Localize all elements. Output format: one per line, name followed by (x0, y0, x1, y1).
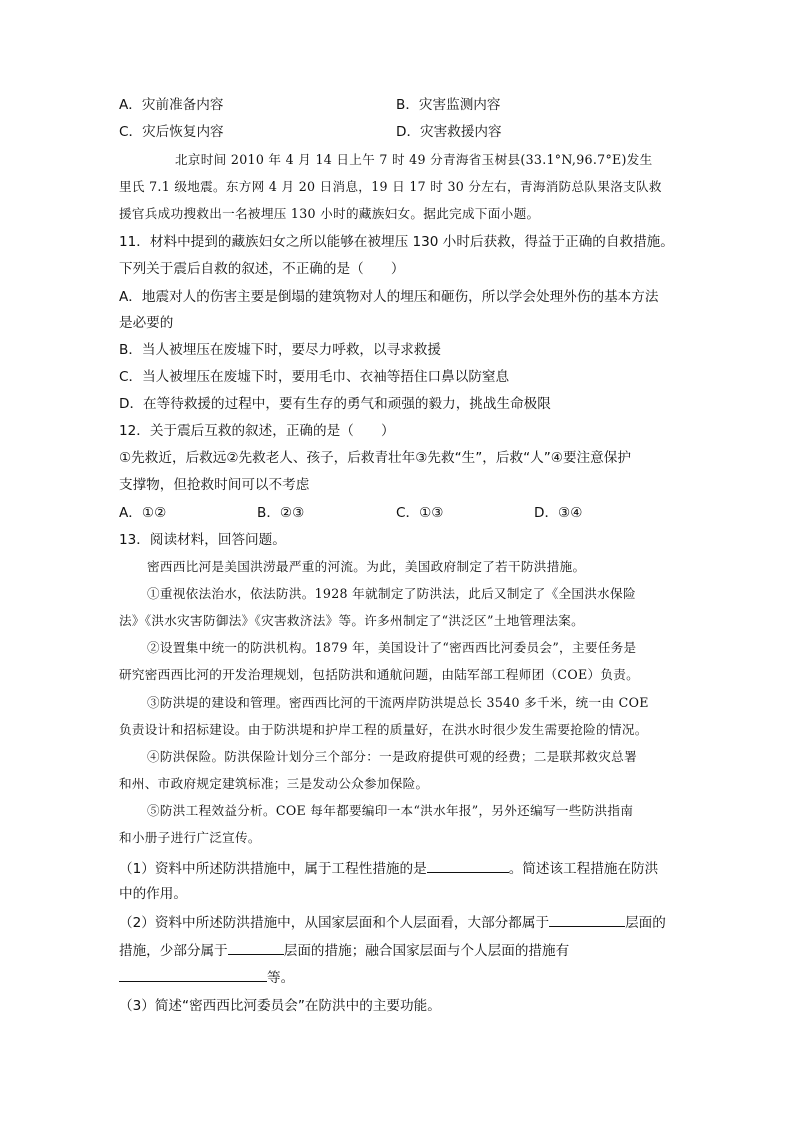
material-line: ⑤防洪工程效益分析。COE 每年都要编印一本“洪水年报”，另外还编写一些防洪指南 (147, 803, 634, 818)
answer-blank[interactable] (228, 940, 284, 955)
q13-part1-cont: 中的作用。 (119, 886, 187, 902)
passage-line: 援官兵成功搜救出一名被埋压 130 小时的藏族妇女。据此完成下面小题。 (119, 206, 540, 221)
q11-option-d: D．在等待救援的过程中，要有生存的勇气和顽强的毅力，挑战生命极限 (119, 396, 551, 412)
material-line: 和州、市政府规定建筑标准；三是发动公众参加保险。 (119, 776, 429, 791)
q12-statements: 支撑物，但抢救时间可以不考虑 (119, 477, 310, 493)
material-line: ②设置集中统一的防洪机构。1879 年，美国设计了“密西西比河委员会”，主要任务是 (147, 640, 637, 655)
q12-option-a: A．①② (119, 505, 167, 521)
q13-part2-text: （2）资料中所述防洪措施中，从国家层面和个人层面看，大部分都属于 (119, 915, 550, 931)
material-line: 研究密西西比河的开发治理规划，包括防洪和通航问题，由陆军部工程师团（COE）负责。 (119, 667, 640, 682)
option-row (119, 122, 502, 142)
q12-statements: ①先救近，后救远②先救老人、孩子，后救青壮年③先救“生”，后救“人”④要注意保护 (119, 450, 631, 466)
q12-option-d: D．③④ (534, 505, 583, 521)
q11-option-a: A．地震对人的伤害主要是倒塌的建筑物对人的埋压和砸伤，所以学会处理外伤的基本方法 (119, 289, 659, 305)
q12-options (119, 503, 583, 523)
q13-stem: 13．阅读材料，回答问题。 (119, 532, 286, 548)
q12-stem: 12．关于震后互救的叙述，正确的是（ ） (119, 423, 395, 439)
material-line: ④防洪保险。防洪保险计划分三个部分：一是政府提供可观的经费；二是联邦救灾总署 (147, 749, 637, 764)
q12-option-c: C．①③ (396, 505, 444, 521)
material-line: ①重视依法治水，依法防洪。1928 年就制定了防洪法，此后又制定了《全国洪水保险 (147, 586, 636, 601)
answer-blank[interactable] (427, 858, 509, 873)
option-a: A．灾前准备内容 (119, 97, 224, 113)
material-line: 密西西比河是美国洪涝最严重的河流。为此，美国政府制定了若干防洪措施。 (147, 559, 586, 574)
q13-part2-text: 层面的措施；融合国家层面与个人层面的措施有 (283, 943, 570, 959)
material-line: 负责设计和招标建设。由于防洪堤和护岸工程的质量好，在洪水时很少发生需要抢险的情况。 (119, 722, 648, 737)
q13-part1 (119, 858, 658, 879)
q12-option-b: B．②③ (257, 505, 305, 521)
answer-blank[interactable] (119, 967, 267, 982)
material-line: 和小册子进行广泛宣传。 (119, 830, 261, 845)
q13-part2-text: 措施，少部分属于 (119, 943, 228, 959)
q13-part2 (119, 940, 569, 961)
q11-option-b: B．当人被埋压在废墟下时，要尽力呼救，以寻求救援 (119, 342, 441, 358)
q13-part1-text: （1）资料中所述防洪措施中，属于工程性措施的是 (119, 861, 427, 877)
answer-blank[interactable] (549, 912, 625, 927)
material-line: ③防洪堤的建设和管理。密西西比河的干流两岸防洪堤总长 3540 多千米，统一由 COE (147, 695, 649, 710)
option-row (119, 95, 501, 115)
passage-line: 里氏 7.1 级地震。东方网 4 月 20 日消息，19 日 17 时 30 分左右，青海消防总队果洛支队救 (119, 179, 662, 194)
q11-stem: 下列关于震后自救的叙述，不正确的是（ ） (119, 261, 405, 277)
q13-part2 (119, 967, 294, 988)
q13-part3: （3）简述“密西西比河委员会”在防洪中的主要功能。 (119, 998, 441, 1014)
q13-part1-text: 。简述该工程措施在防洪 (508, 861, 659, 877)
passage-line: 北京时间 2010 年 4 月 14 日上午 7 时 49 分青海省玉树县(33.1°N,96.7°E)发生 (175, 152, 653, 167)
option-c: C．灾后恢复内容 (119, 124, 224, 140)
q11-stem: 11．材料中提到的藏族妇女之所以能够在被埋压 130 小时后获救，得益于正确的自救措施。 (119, 234, 674, 250)
q13-part2-text: 层面的 (625, 915, 666, 931)
material-line: 法》《洪水灾害防御法》《灾害救济法》等。许多州制定了“洪泛区”土地管理法案。 (119, 613, 585, 628)
option-d: D．灾害救援内容 (396, 124, 502, 140)
q13-part2 (119, 912, 666, 933)
q13-part2-text: 等。 (267, 970, 295, 986)
option-b: B．灾害监测内容 (396, 97, 501, 113)
q11-option-c: C．当人被埋压在废墟下时，要用毛巾、衣袖等捂住口鼻以防窒息 (119, 369, 510, 385)
q11-option-a-cont: 是必要的 (119, 315, 174, 331)
